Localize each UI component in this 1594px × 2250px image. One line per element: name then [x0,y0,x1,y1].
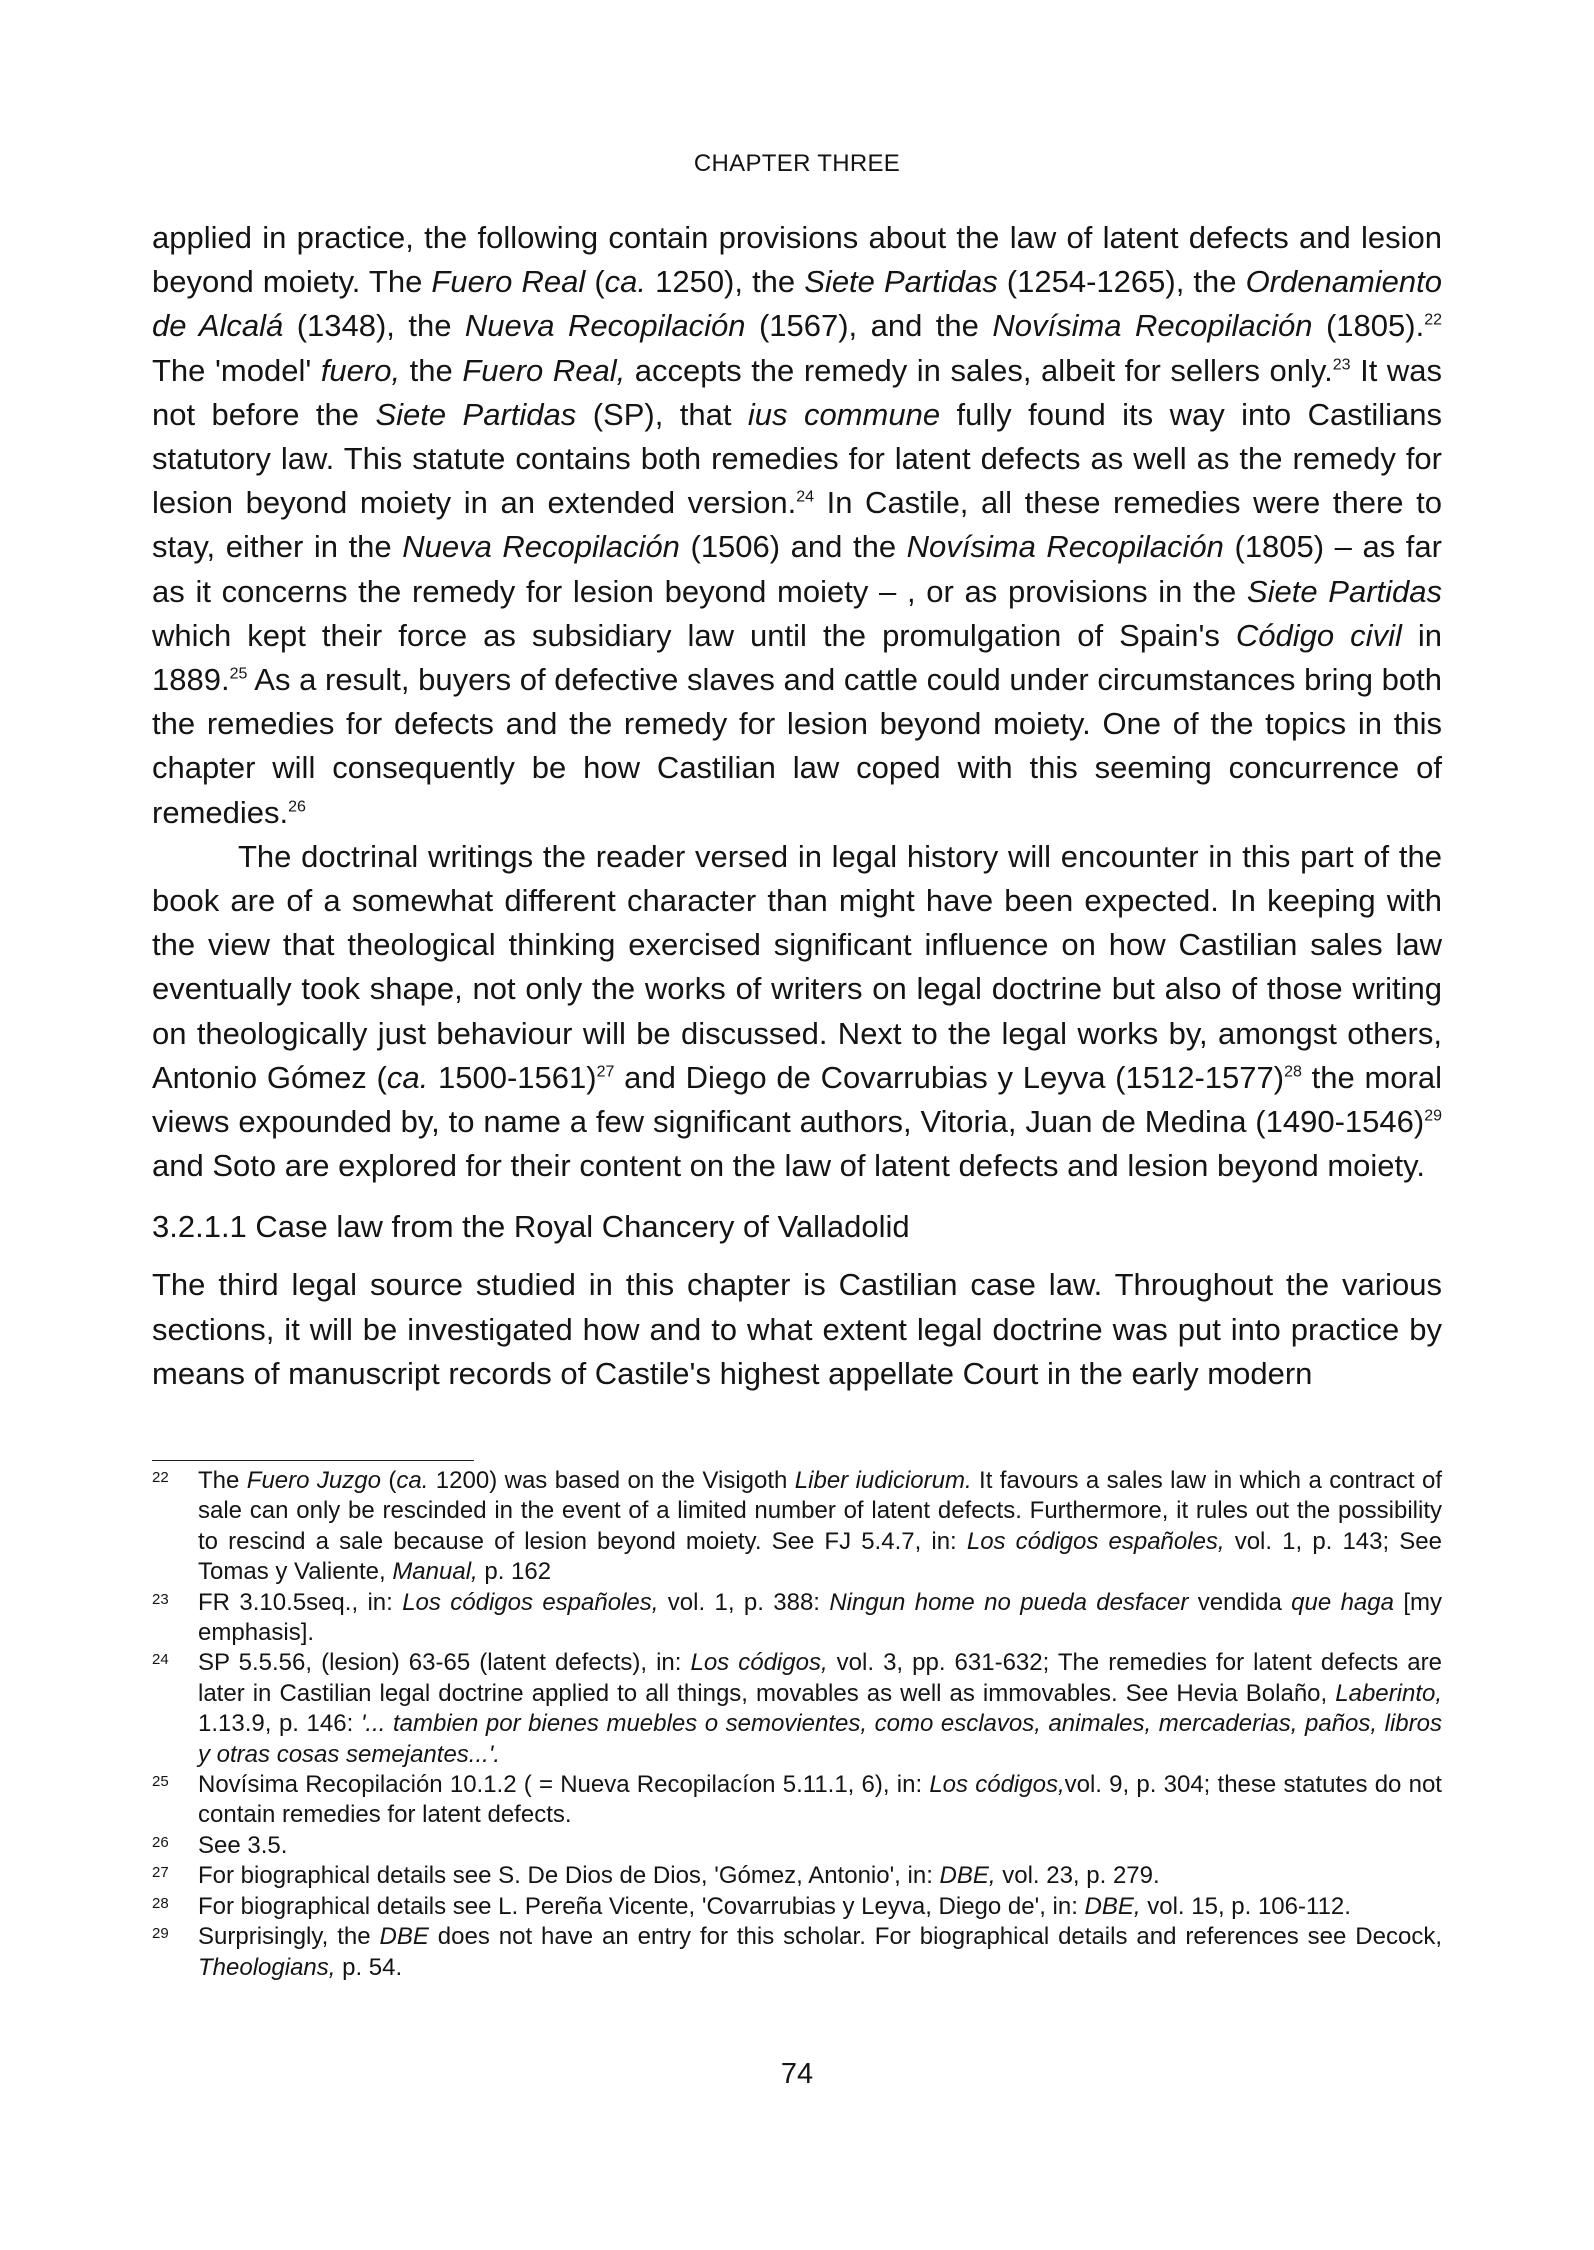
main-text [152,216,1442,1396]
footnote-text-run: ( [380,1467,397,1494]
body-text-run: (1348), the [283,308,465,344]
footnote-reference: 28 [1284,1063,1302,1081]
body-text-run: ( [585,264,605,300]
footnote-separator [152,1460,474,1461]
body-italic-run: Novísima Recopilación [906,529,1224,565]
footnote-italic-run: DBE [379,1923,429,1951]
body-italic-run: Ordenamiento de Alcalá [152,264,1443,344]
body-text-run: applied in practice, the following contain provisions about the law of latent defects and lesion beyond moiety. The [152,220,1442,300]
footnote-text-run: The [198,1467,247,1494]
footnote [152,1831,1442,1861]
footnote-reference: 29 [1424,1107,1442,1125]
body-italic-run: Fuero Real [431,264,586,300]
footnote-text-run: p. 162 [477,1558,552,1586]
body-text-run: the moral views expounded by, to name a few significant authors, Vitoria, Juan de Medina (1490-1546) [152,1059,1443,1140]
footnote [152,1648,1442,1770]
footnote [152,1861,1442,1891]
footnote-reference: 27 [596,1063,615,1081]
footnote-text-run: vendida [1188,1588,1292,1616]
footnote-italic-run: Theologians, [198,1953,336,1981]
body-italic-run: ca. [386,1059,429,1095]
body-text-run: 1500-1561) [428,1059,597,1095]
body-text-run: (SP), that [576,396,748,432]
body-italic-run: ius commune [747,396,941,432]
footnote-italic-run: Los códigos españoles, [402,1588,659,1616]
footnote-italic-run: que haga [1291,1588,1394,1616]
footnote-italic-run: '... tambien por bienes muebles o semovientes, como esclavos, animales, mercaderias, paños, libros y otras cosas semejantes...'. [198,1710,1442,1768]
body-text-run: (1567), and the [745,308,993,344]
footnote-text-run: [my emphasis]. [198,1588,1442,1647]
footnote-reference: 25 [229,665,248,683]
footnote-number: 23 [152,1590,169,1608]
footnote [152,1770,1442,1831]
body-text-run: fully found its way into Castilians statutory law. This statute contains both remedies for latent defects as well as the remedy for lesion beyond moiety in an extended version. [152,396,1442,521]
footnote-text-run: vol. 15, p. 106-112. [1140,1892,1351,1920]
footnote-text-run: 1.13.9, p. 146: [198,1710,361,1738]
footnote-italic-run: Los códigos españoles, [966,1527,1225,1555]
body-text-run: As a result, buyers of defective slaves and cattle could under circumstances bring both the remedies for defects and the remedy for lesion beyond moiety. One of the topics in this chapter will consequently be how Castilian law coped with this seeming concurrence of remedies. [152,662,1442,830]
footnote-number: 25 [152,1773,169,1791]
footnotes [152,1466,1442,1983]
footnote-italic-run: Los códigos, [929,1771,1065,1799]
body-paragraph-3: The third legal source studied in this chapter is Castilian case law. Throughout the various sections, it will be investigated how and to what extent legal doctrine was put into practice by means of manuscript records of Castile's highest appellate Court in the early modern [152,1267,1442,1391]
footnote-text-run: Novísima Recopilación 10.1.2 ( = Nueva Recopilacíon 5.11.1, 6), in: [198,1771,930,1799]
footnote-italic-run: Liber iudiciorum. [794,1467,972,1494]
footnote-reference: 26 [288,798,306,816]
body-paragraph-2 [152,835,1442,1189]
body-text-run: It was not before the [152,352,1443,432]
body-text-run: (1254-1265), the [997,264,1246,300]
footnote-reference: 23 [1332,356,1351,374]
footnote-text-run: FR 3.10.5seq., in: [198,1588,403,1616]
footnote-text-run: For biographical details see S. De Dios de Dios, 'Gómez, Antonio', in: [198,1862,940,1890]
body-text-run: (1805) – as far as it concerns the remedy for lesion beyond moiety – , or as provisions in the [152,529,1442,609]
footnote [152,1922,1442,1983]
footnote-text-run: For biographical details see L. Pereña Vicente, 'Covarrubias y Leyva, Diego de', in: [198,1892,1085,1920]
footnote-italic-run: Fuero Juzgo [246,1467,381,1494]
body-text-run: the [400,352,463,388]
body-italic-run: Novísima Recopilación [992,308,1313,344]
body-text-run: and Soto are explored for their content on the law of latent defects and lesion beyond moiety. [152,1148,1425,1184]
footnote-text-run: does not have an entry for this scholar. For biographical details and references see Decock, [428,1923,1442,1951]
footnote-italic-run: Ningun home no pueda desfacer [829,1588,1189,1616]
body-italic-run: Código civil [1235,617,1402,653]
footnote-text-run: vol. 23, p. 279. [995,1862,1160,1890]
footnote-italic-run: ca. [396,1467,429,1494]
body-italic-run: Nueva Recopilación [464,308,746,344]
body-italic-run: Siete Partidas [1246,573,1442,609]
body-italic-run: Fuero Real, [462,352,626,388]
page-number: 74 [780,2058,814,2090]
body-text-run: and Diego de Covarrubias y Leyva (1512-1577) [614,1059,1285,1095]
footnote-text-run: It favours a sales law in which a contract of sale can only be rescinded in the event of a limited number of latent defects. Furthermore, it rules out the possibility to rescind a sale because of lesion beyond moiety. See FJ 5.4.7, in: [198,1467,1443,1555]
body-italic-run: ca. [604,264,647,300]
body-italic-run: Siete Partidas [804,264,998,300]
footnote-text-run: SP 5.5.56, (lesion) 63-65 (latent defects), in: [198,1649,691,1677]
footnote [152,1588,1442,1649]
footnote-text-run: vol. 3, pp. 631-632; The remedies for latent defects are later in Castilian legal doctrine applied to all things, movables as well as immovables. See Hevia Bolaño, [198,1649,1442,1707]
footnote-reference: 24 [796,488,815,506]
body-text-run: which kept their force as subsidiary law until the promulgation of Spain's [152,617,1236,653]
body-text-run: The 'model' [152,352,321,388]
running-head: CHAPTER THREE [693,150,901,177]
footnote-italic-run: DBE, [939,1862,996,1890]
footnote-number: 24 [152,1651,169,1669]
footnote [152,1892,1442,1922]
footnote-italic-run: Laberinto, [1335,1679,1442,1707]
body-italic-run: Nueva Recopilación [402,529,680,565]
body-text-run: accepts the remedy in sales, albeit for sellers only. [625,352,1333,388]
body-text-run: (1506) and the [679,529,907,565]
body-text-run: 1250), the [646,264,805,300]
body-text-run: in 1889. [152,617,1443,698]
body-italic-run: fuero, [320,352,401,388]
footnote-text-run: 1200) was based on the Visigoth [428,1467,795,1494]
section-heading: 3.2.1.1 Case law from the Royal Chancery of Valladolid [152,1209,910,1245]
footnote-number: 29 [152,1925,169,1943]
footnote-number: 26 [152,1833,169,1851]
body-italic-run: Siete Partidas [375,396,577,432]
footnote-text-run: See 3.5. [198,1831,288,1859]
footnote-italic-run: Los códigos, [690,1649,828,1677]
footnote-text-run: vol. 9, p. 304; these statutes do not contain remedies for latent defects. [198,1771,1442,1829]
body-text-run: The doctrinal writings the reader versed in legal history will encounter in this part of the book are of a somewhat different character than might have been expected. In keeping with the view that theological thinking exercised significant influence on how Castilian sales law eventually took shape, not only the works of writers on legal doctrine but also of those writing on theologically just behaviour will be discussed. Next to the legal works by, amongst others, Antonio Gómez ( [152,838,1442,1095]
footnote-italic-run: DBE, [1084,1892,1141,1920]
footnote-text-run: Surprisingly, the [198,1923,380,1951]
footnote-text-run: vol. 1, p. 388: [658,1588,830,1616]
footnote-number: 22 [152,1469,169,1486]
footnote-reference: 22 [1424,312,1442,330]
footnote [152,1466,1442,1588]
footnote-italic-run: Manual, [392,1558,478,1586]
footnote-number: 27 [152,1864,169,1882]
footnote-number: 28 [152,1894,169,1912]
footnote-text-run: vol. 1, p. 143; See Tomas y Valiente, [198,1527,1442,1586]
footnote-text-run: p. 54. [335,1953,403,1981]
body-text-run: (1805). [1312,308,1425,344]
body-text-run: In Castile, all these remedies were there to stay, either in the [152,485,1442,565]
body-paragraph-1 [152,216,1442,835]
